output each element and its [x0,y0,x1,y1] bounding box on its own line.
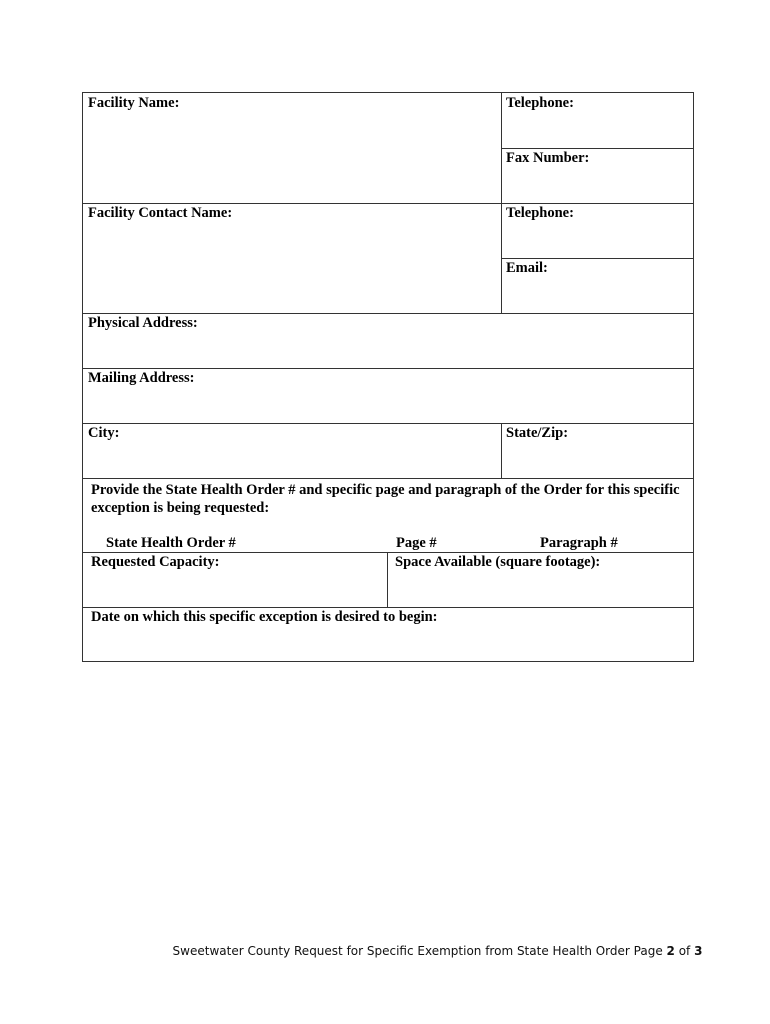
physical-address-field[interactable] [83,313,694,368]
space-available-field[interactable] [387,552,694,607]
email-field[interactable] [501,258,694,313]
requested-capacity-field[interactable] [83,552,387,607]
order-number-label[interactable]: State Health Order # [106,535,236,551]
physical-address-label: Physical Address: [88,315,198,331]
page-footer [0,944,770,958]
page-number-label[interactable]: Page # [396,535,437,551]
mailing-address-field[interactable] [83,368,694,423]
contact-name-label: Facility Contact Name: [88,205,233,221]
facility-name-field[interactable] [83,93,501,203]
footer-of: of [674,944,695,958]
start-date-field[interactable] [83,607,694,662]
telephone-field[interactable] [501,93,694,148]
facility-name-label: Facility Name: [88,95,180,111]
start-date-label: Date on which this specific exception is desired to begin: [91,609,438,625]
health-order-instructions: Provide the State Health Order # and specific page and paragraph of the Order for this specific exception is being requested: [91,482,680,516]
space-available-label: Space Available (square footage): [395,554,601,570]
fax-number-field[interactable] [501,148,694,203]
email-label: Email: [506,260,548,276]
telephone-label: Telephone: [506,95,574,111]
requested-capacity-label: Requested Capacity: [91,554,220,570]
city-field[interactable] [83,423,501,478]
city-label: City: [88,425,120,441]
footer-page-number: 2 [666,944,675,958]
fax-number-label: Fax Number: [506,150,590,166]
exemption-request-form [82,92,694,662]
state-zip-field[interactable] [501,423,694,478]
contact-telephone-field[interactable] [501,203,694,258]
contact-telephone-label: Telephone: [506,205,574,221]
footer-total-pages: 3 [694,944,703,958]
contact-name-field[interactable] [83,203,501,313]
footer-text: Sweetwater County Request for Specific Exemption from State Health Order Page [172,944,667,958]
paragraph-number-label[interactable]: Paragraph # [540,535,618,551]
mailing-address-label: Mailing Address: [88,370,195,386]
divider [83,478,694,479]
state-zip-label: State/Zip: [506,425,569,441]
